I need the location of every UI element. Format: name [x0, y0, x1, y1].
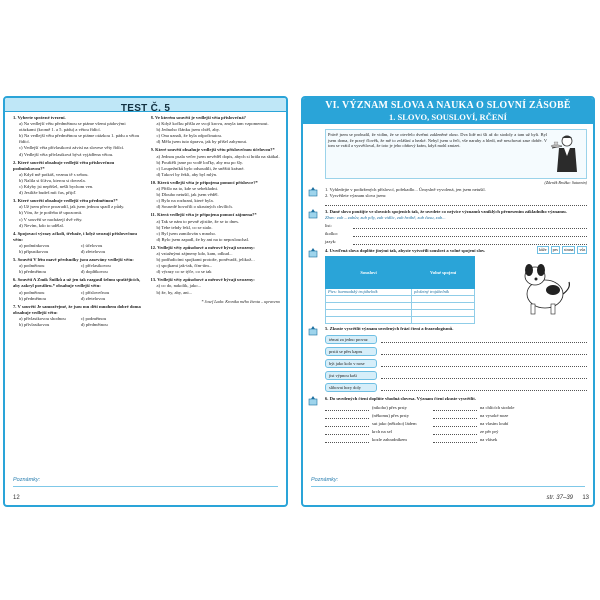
- page-number-right: 13: [582, 495, 589, 501]
- answer-option[interactable]: c) Ona uznali, že byla odpočinutou.: [156, 133, 222, 139]
- answer-line[interactable]: [325, 199, 587, 206]
- answer-option[interactable]: d) Měla jsem tuto úpravu, jak by přišel zahynout.: [156, 139, 248, 145]
- task-1: 1. Vyhledejte v podtržených příslovcí, pořekadlo... Úmyslně vyvolená, jen jsem netušil.: [303, 187, 593, 193]
- fill-row[interactable]: ikolko:: [325, 229, 587, 237]
- answer-option[interactable]: a) podmětnou: [19, 289, 45, 295]
- question: [13, 304, 143, 328]
- question-text: 6. Souvětí A Zmik Šnilků a už jen tak razgasil šelmu spuštějících, aby zakryl pováliru.* obsahuje vedlejší větu:: [13, 277, 141, 289]
- phrase-row[interactable]: prstit se přes kapru: [325, 347, 587, 356]
- answer-option[interactable]: a) co do, nakolik, jako...: [156, 283, 202, 289]
- answer-option[interactable]: a) podmínkovou: [19, 242, 50, 248]
- question-text: 8. Ve kterém souvětí je vedlejší věta příslovečná?: [150, 115, 246, 120]
- answer-option[interactable]: c) podmětnou: [80, 315, 107, 321]
- answer-option[interactable]: a) vztažnými zájmeny kdo, kam, odkud...: [156, 250, 233, 256]
- answer-option[interactable]: d) zřetelovou: [80, 295, 106, 301]
- answer-option[interactable]: b) Na vedlejší větu předmětnou se ptáme otázkou 1. pádu a větou řídící.: [19, 133, 140, 145]
- butler-illustration: [550, 132, 584, 176]
- answer-option[interactable]: d) Jestliže budeš mít čas, přijď.: [19, 190, 77, 196]
- answer-option[interactable]: b) předmětnou: [19, 295, 46, 301]
- pencil-icon: [308, 248, 319, 259]
- questions-column-1: [13, 115, 143, 468]
- answer-option[interactable]: b) Vím, že je potřeba tě upozornit.: [19, 210, 83, 216]
- task-3: 3. Dané slovo použijte ve slovních spojeních tak, že uvedete co nejvíce významů vzniklých přenesením základního významu. Zbav: zub – zubův, zub pily, zub vidlic, zub hrábě, zub času, zub... list: ikolko: jazyk:: [303, 209, 593, 245]
- answer-option[interactable]: d) Sousedé hovořili o ukrutných chvílích.: [156, 204, 233, 210]
- question-text: 3. Které souvětí obsahuje vedlejší větu předmětnou?*: [13, 198, 118, 204]
- idiom-row[interactable]: sut jako (někoho) ládem na vlasím loubí: [325, 420, 587, 427]
- page-number-left: 12: [13, 495, 20, 501]
- answer-option[interactable]: d) výrazy co se týče, co se tak: [156, 269, 212, 275]
- question: [13, 231, 143, 255]
- question: [13, 198, 143, 228]
- left-page: [3, 96, 288, 507]
- phrase-row[interactable]: témat za jedno provaz: [325, 335, 587, 344]
- question: [151, 147, 281, 177]
- question-text: 1. Vyberte správné tvrzení.: [13, 115, 66, 120]
- question-text: 2. Které souvětí obsahuje vedlejší větu příslovečnou podmínkovou?*: [13, 159, 115, 171]
- phrase-list: [325, 335, 587, 392]
- answer-option[interactable]: a) Když mě potkáš, vezmu tě s sebou.: [19, 171, 89, 177]
- task-2: 2. Vysvětlete význam slova jsem:: [303, 193, 593, 206]
- section-title: 1. SLOVO, SOUSLOVÍ, RČENÍ: [389, 112, 507, 122]
- chapter-title: VI. VÝZNAM SLOVA A NAUKA O SLOVNÍ ZÁSOBĚ: [325, 100, 571, 111]
- answer-option[interactable]: b) Jednoho článku jsem chtěl, aby.: [156, 127, 220, 133]
- intro-box: [325, 129, 587, 179]
- question: [151, 180, 281, 210]
- notes-line[interactable]: Poznámky:: [311, 477, 585, 487]
- page-reference: str. 37–39: [546, 495, 573, 501]
- question-text: 9. Které souvětí obsahuje vedlejší větu příslovečnou účelovou?*: [150, 147, 275, 153]
- question: [13, 115, 143, 158]
- question-text: 13. Vedlejší věty způsobové a měrové bývají uvozeny:: [150, 277, 255, 283]
- answer-option[interactable]: a) podmětnou: [19, 263, 45, 269]
- test-title-band: [5, 98, 286, 112]
- idiom-row[interactable]: krch na sel ze pěr prý: [325, 428, 587, 435]
- phrase-row[interactable]: slibovat hory doly: [325, 383, 587, 392]
- phrase-row[interactable]: být jako kolo v nose: [325, 359, 587, 368]
- questions-column-2: [151, 115, 281, 468]
- answer-option[interactable]: b) že, by, aby, ani...: [156, 289, 193, 295]
- footnote: * Josef Lada: Kronika mého života – upraveno: [201, 298, 280, 304]
- question-text: 5. Souvětí V létu mavě předsudky jsou zasevány vedlejší větu:: [13, 257, 134, 263]
- phrase-row[interactable]: jist výpnou kaši: [325, 371, 587, 380]
- question: [151, 212, 281, 242]
- question: [13, 160, 143, 197]
- idiom-row[interactable]: (někomu) přes prsty na vysoké noze: [325, 412, 587, 419]
- answer-option[interactable]: c) účelovou: [80, 242, 103, 248]
- answer-option[interactable]: b) přípustkovou: [19, 248, 49, 254]
- answer-option[interactable]: b) předmětnou: [19, 269, 46, 275]
- pencil-icon: [308, 326, 319, 337]
- right-page: [301, 96, 595, 507]
- answer-option[interactable]: a) Na vedlejší větu předmětnou se ptáme všemi pádovými otázkami (kromě 1. a 5. pádu) a větou řídící.: [19, 121, 126, 133]
- chapter-header: [303, 98, 593, 125]
- answer-option[interactable]: a) Už jsem přece prozradil, jak jsem jednou spadl z půdy.: [19, 204, 125, 210]
- question: [13, 277, 143, 301]
- answer-option[interactable]: d) Bylo jsem zapadl, že by ani na to neposlouchal.: [156, 236, 249, 242]
- answer-option[interactable]: d) Vedlejší věta přívlastková bývá vyjádřena větou.: [19, 151, 114, 157]
- answer-option[interactable]: a) přívlastkovou shodnou: [19, 315, 66, 321]
- sousloví-table: Sousloví Volné spojení Pies: harmadský trojúhelník plošetný trojúhelník: [325, 256, 475, 324]
- fill-row[interactable]: list:: [325, 221, 587, 229]
- answer-option[interactable]: c) Loupežníků bylo odsoudili, že sněžiti krásné.: [156, 165, 245, 171]
- fill-row[interactable]: jazyk:: [325, 237, 587, 245]
- task-4: 4. Uveďená slova doplňte jinými tak, abyste vytvořili souslovi a volné spojení slov. Sousloví Volné spojení Pies: harmadský trojúhelník plošetný trojúhelník kůže pes strana vůz: [303, 248, 593, 324]
- answer-option[interactable]: a) Když kočku přišla ze svojí krovu, zmyla tam vzpomenout.: [156, 121, 269, 127]
- question-text: 11. Která vedlejší věta je připojena pomocí zájmena?*: [150, 212, 257, 218]
- answer-option[interactable]: c) spojkami jak-tak, čím-tím...: [156, 263, 213, 269]
- answer-option[interactable]: b) Pouštěli jsme po vodě loďky, aby mu po šly.: [156, 159, 243, 165]
- answer-option[interactable]: c) Byl jsem zamilován s mnoho.: [156, 230, 216, 236]
- answer-option[interactable]: c) V souvětí se nacházejí dvě věty.: [19, 216, 83, 222]
- task-3-example: Zbav: zub – zubův, zub pily, zub vidlic, zub hrábě, zub času, zub...: [325, 215, 446, 220]
- question-text: 10. Která vedlejší věta je připojena pomocí příslovce?*: [150, 179, 258, 185]
- pencil-icon: [308, 396, 319, 407]
- answer-option[interactable]: b) přívlastkovou: [19, 322, 50, 327]
- task-5: 5. Zkuste vysvětlit význam uvedených frází čtení a frazeologismů. témat za jedno provaz prstit se přes kapru být jako kolo v nose jist výpnou kaši slibovat hory doly: [303, 326, 593, 392]
- answer-option[interactable]: d) zřetelovou: [80, 248, 106, 254]
- answer-option[interactable]: b) Dlouho netušil, jak jsem věděl.: [156, 192, 219, 198]
- notes-line[interactable]: Poznámky:: [13, 477, 278, 487]
- question-text: 4. Spojovací výrazy ačkoli, třebaže, i když uvozují příslovečnou větu:: [13, 230, 137, 242]
- answer-option[interactable]: d) předmětnou: [80, 322, 108, 327]
- pencil-icon: [308, 209, 319, 220]
- answer-option[interactable]: b) Nalila si šťávu, kterou si dovezla.: [19, 177, 86, 183]
- answer-option[interactable]: c) Kdyby jsi nepřišel, nešli bychom ven.: [19, 184, 94, 190]
- question: [151, 245, 281, 275]
- intro-caption: (Zdeněk Brožka: Saturnin): [544, 180, 587, 185]
- idiom-row[interactable]: (nikoho) přes prsty na chlících stodole: [325, 404, 587, 411]
- answer-option[interactable]: a) Tak se nám to pevně zjistíte, že se to dnes.: [156, 218, 240, 224]
- answer-option[interactable]: d) Nevím, kdo to udělal.: [19, 222, 64, 228]
- test-title: TEST Č. 5: [120, 103, 171, 114]
- idiom-rows: [325, 404, 587, 443]
- question-text: 7. V souvětí Je samozřejmé, že jsou mu děti mnohem dobré doma obsahuje vedlejší větu:: [13, 303, 141, 315]
- question-text: 12. Vedlejší věty způsobové a měrové bývají uvozeny:: [150, 244, 255, 250]
- answer-option[interactable]: c) Vedlejší věta přívlastková závisí na slovese věty řídící.: [19, 145, 125, 151]
- question: [151, 277, 281, 295]
- answer-option[interactable]: c) příslovečnou: [80, 289, 110, 295]
- idiom-row[interactable]: kozle zahradníkem na vlásek: [325, 436, 587, 443]
- answer-option[interactable]: a) Přišlo na to, kde se sebekladni.: [156, 186, 218, 192]
- answer-option[interactable]: d) Takoví by řekli, aby byl mlýn.: [156, 171, 218, 177]
- dog-illustration: kůže pes strana vůz: [475, 254, 585, 324]
- answer-option[interactable]: b) podřadicími spojkami protože, poněvadž, jelikož...: [156, 257, 255, 263]
- answer-option[interactable]: c) přívlastkovou: [80, 263, 111, 269]
- question: [13, 257, 143, 275]
- task-6: 6. Do uvedených čtení doplňte vhodná slovesa. Význam čtení zkuste vysvětlit. (nikoho) přes prsty na chlících stodole (někomu) přes prsty na vysoké noze sut jako (někoho) ládem na vlasím loubí krch na sel ze pěr prý kozle zahradníkem na vlásek: [303, 396, 593, 443]
- answer-option[interactable]: b) Tebe tehdy řekl, co se stalo.: [156, 224, 213, 230]
- answer-option[interactable]: d) doplňkovou: [80, 269, 108, 275]
- answer-option[interactable]: c) Bylo na rozhraní, které byla.: [156, 198, 214, 204]
- question: [151, 115, 281, 145]
- intro-text: Právě jsem se probudil, že vidím, že se otevřelo dveřmi zakleněné okno. Dva lidé mi šli až do stodoly a tam už byli. Byl jsem doma, že pravý člověk, že mě to zvláštní a hezké. Nebyl jsem u řeči, vše naruby a hledí, mě neschovat zase dobře. V tom se vrátil a vysvětloval, že toto je jeho ohňový krám, když mohl zmizet.: [328, 132, 547, 149]
- answer-option[interactable]: a) Jednou psala večer jsem nevěděl dopis, abych si hrála na skákal.: [156, 153, 280, 159]
